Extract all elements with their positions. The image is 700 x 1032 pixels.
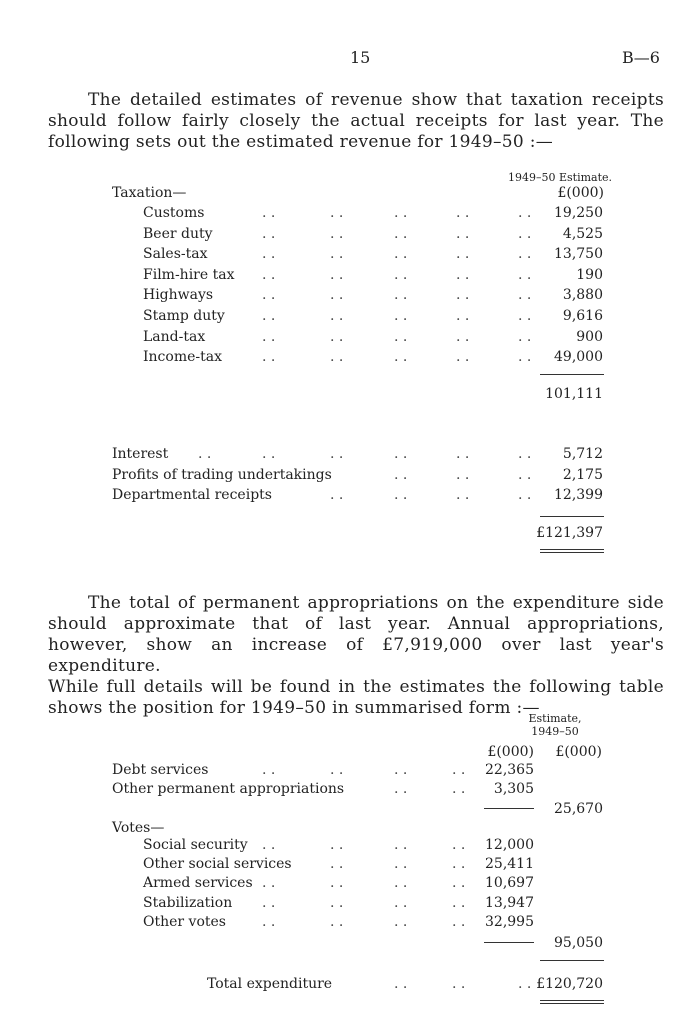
leader-dots: . . — [456, 466, 470, 483]
para1-line: should follow fairly closely the actual receipts for last year. The — [48, 111, 664, 131]
expenditure-column-header-2: 1949–50 — [531, 725, 579, 738]
taxation-row-label: Income-tax — [143, 349, 222, 366]
leader-dots: . . — [518, 246, 532, 263]
para2-line: shows the position for 1949–50 in summarised form :— — [48, 698, 540, 718]
leader-dots: . . — [198, 446, 212, 462]
grand-total-rule — [540, 516, 604, 517]
leader-dots: . . — [394, 349, 408, 366]
taxation-row-value: 9,616 — [562, 308, 603, 324]
leader-dots: . . — [394, 894, 408, 911]
leader-dots: . . — [330, 308, 344, 324]
total-expenditure-rule — [540, 960, 604, 961]
revenue-row-value: 5,712 — [562, 446, 603, 462]
leader-dots: . . — [330, 875, 344, 892]
leader-dots: . . — [518, 225, 532, 242]
revenue-row — [0, 466, 700, 484]
permanent-row-label: Other permanent appropriations — [112, 781, 345, 797]
leader-dots: . . — [394, 762, 408, 778]
leader-dots: . . — [518, 266, 532, 283]
taxation-row-label: Land-tax — [143, 328, 206, 345]
leader-dots: . . — [330, 266, 344, 283]
leader-dots: . . — [262, 205, 276, 221]
votes-row — [0, 913, 700, 931]
leader-dots: . . — [394, 781, 408, 797]
leader-dots: . . — [262, 225, 276, 242]
taxation-row-label: Film-hire tax — [143, 266, 235, 283]
votes-row-label: Stabilization — [143, 894, 233, 911]
leader-dots: . . — [394, 225, 408, 242]
leader-dots: . . — [394, 446, 408, 462]
revenue-column-header: 1949–50 Estimate. — [507, 171, 613, 184]
leader-dots: . . — [330, 856, 344, 873]
taxation-row — [0, 328, 700, 346]
leader-dots: . . — [518, 308, 532, 324]
taxation-row-label: Stamp duty — [143, 308, 225, 324]
para1-line: following sets out the estimated revenue for 1949–50 :— — [48, 132, 554, 152]
leader-dots: . . — [452, 894, 466, 911]
leader-dots: . . — [452, 913, 466, 930]
taxation-row-label: Customs — [143, 205, 205, 221]
leader-dots: . . — [330, 837, 344, 853]
taxation-total-row — [0, 385, 700, 403]
taxation-row-value: 900 — [576, 328, 603, 345]
leader-dots: . . — [518, 976, 532, 992]
taxation-heading: Taxation— — [112, 185, 187, 201]
grand-total-double-rule-2 — [540, 552, 604, 553]
page-number: 15 — [350, 48, 371, 67]
leader-dots: . . — [518, 205, 532, 221]
permanent-row — [0, 761, 700, 779]
votes-total-row-value: 95,050 — [554, 935, 603, 951]
leader-dots: . . — [262, 287, 276, 304]
leader-dots: . . — [452, 781, 466, 797]
para2-line: The total of permanent appropriations on the expenditure side — [88, 593, 664, 613]
taxation-row-value: 190 — [576, 266, 603, 283]
total-expenditure-row-value: £120,720 — [536, 976, 603, 992]
total-expenditure-row-label: Total expenditure — [207, 976, 333, 992]
leader-dots: . . — [262, 875, 276, 892]
revenue-row — [0, 445, 700, 463]
votes-row-value: 13,947 — [485, 894, 534, 911]
leader-dots: . . — [394, 205, 408, 221]
taxation-row-label: Highways — [143, 287, 214, 304]
leader-dots: . . — [262, 266, 276, 283]
leader-dots: . . — [262, 837, 276, 853]
leader-dots: . . — [262, 349, 276, 366]
para2-line: While full details will be found in the estimates the following table — [48, 677, 664, 697]
page-reference: B—6 — [622, 48, 660, 67]
taxation-total-row-value: 101,111 — [545, 386, 603, 402]
permanent-total-row — [0, 800, 700, 818]
leader-dots: . . — [330, 762, 344, 778]
taxation-row — [0, 245, 700, 263]
leader-dots: . . — [518, 287, 532, 304]
leader-dots: . . — [452, 762, 466, 778]
paragraph-revenue-intro — [48, 90, 664, 153]
para1-line: The detailed estimates of revenue show that taxation receipts — [88, 90, 664, 110]
leader-dots: . . — [394, 913, 408, 930]
leader-dots: . . — [330, 913, 344, 930]
revenue-grand-total-row-value: £121,397 — [536, 525, 603, 541]
total-double-rule-1 — [540, 1000, 604, 1001]
leader-dots: . . — [330, 246, 344, 263]
revenue-grand-total-row — [0, 524, 700, 542]
taxation-row-label: Sales-tax — [143, 246, 208, 263]
leader-dots: . . — [456, 246, 470, 263]
expenditure-column-header-1: Estimate, — [528, 712, 582, 725]
total-double-rule-2 — [540, 1003, 604, 1004]
taxation-row-value: 49,000 — [554, 349, 603, 366]
taxation-row — [0, 204, 700, 222]
votes-row-label: Armed services — [143, 875, 253, 892]
leader-dots: . . — [394, 976, 408, 992]
leader-dots: . . — [262, 308, 276, 324]
leader-dots: . . — [518, 487, 532, 503]
votes-row-value: 32,995 — [485, 913, 534, 930]
revenue-row — [0, 486, 700, 504]
permanent-row-value: 22,365 — [485, 762, 534, 778]
taxation-row-value: 19,250 — [554, 205, 603, 221]
leader-dots: . . — [518, 446, 532, 462]
leader-dots: . . — [394, 837, 408, 853]
revenue-row-value: 2,175 — [562, 466, 603, 483]
permanent-row — [0, 780, 700, 798]
leader-dots: . . — [262, 913, 276, 930]
leader-dots: . . — [330, 205, 344, 221]
leader-dots: . . — [394, 266, 408, 283]
votes-row — [0, 855, 700, 873]
permanent-row-label: Debt services — [112, 762, 209, 778]
taxation-row — [0, 307, 700, 325]
votes-row-label: Other votes — [143, 913, 226, 930]
permanent-total-row-value: 25,670 — [554, 801, 603, 817]
revenue-unit: £(000) — [557, 185, 604, 201]
leader-dots: . . — [452, 875, 466, 892]
leader-dots: . . — [394, 287, 408, 304]
expenditure-unit-2: £(000) — [555, 744, 602, 760]
taxation-row-label: Beer duty — [143, 225, 213, 242]
leader-dots: . . — [394, 308, 408, 324]
leader-dots: . . — [452, 976, 466, 992]
votes-row — [0, 894, 700, 912]
votes-heading-row-label: Votes— — [112, 820, 165, 836]
votes-row-value: 12,000 — [485, 837, 534, 853]
revenue-row-label: Interest — [112, 446, 169, 462]
revenue-row-label: Departmental receipts — [112, 487, 272, 503]
leader-dots: . . — [394, 246, 408, 263]
leader-dots: . . — [394, 487, 408, 503]
permanent-row-value: 3,305 — [493, 781, 534, 797]
votes-row-label: Other social services — [143, 856, 292, 873]
taxation-row — [0, 225, 700, 243]
taxation-total-rule — [540, 374, 604, 375]
total-expenditure-row — [0, 975, 700, 993]
votes-row-value: 25,411 — [485, 856, 534, 873]
votes-heading-row — [0, 819, 700, 837]
leader-dots: . . — [262, 894, 276, 911]
leader-dots: . . — [330, 894, 344, 911]
leader-dots: . . — [518, 328, 532, 345]
leader-dots: . . — [518, 466, 532, 483]
leader-dots: . . — [518, 349, 532, 366]
taxation-row — [0, 286, 700, 304]
leader-dots: . . — [262, 446, 276, 462]
leader-dots: . . — [330, 328, 344, 345]
para2-line: should approximate that of last year. Annual appropriations, — [48, 614, 664, 634]
revenue-row-value: 12,399 — [554, 487, 603, 503]
leader-dots: . . — [394, 875, 408, 892]
grand-total-double-rule-1 — [540, 549, 604, 550]
leader-dots: . . — [456, 205, 470, 221]
taxation-row-value: 3,880 — [562, 287, 603, 304]
leader-dots: . . — [330, 446, 344, 462]
votes-total-row — [0, 934, 700, 952]
leader-dots: . . — [456, 349, 470, 366]
leader-dots: . . — [394, 856, 408, 873]
leader-dots: . . — [394, 328, 408, 345]
leader-dots: . . — [456, 287, 470, 304]
votes-row — [0, 874, 700, 892]
leader-dots: . . — [330, 349, 344, 366]
leader-dots: . . — [262, 246, 276, 263]
votes-row-label: Social security — [143, 837, 248, 853]
leader-dots: . . — [456, 446, 470, 462]
revenue-row-label: Profits of trading undertakings — [112, 466, 332, 483]
taxation-heading-row — [0, 184, 700, 202]
votes-row-value: 10,697 — [485, 875, 534, 892]
taxation-row — [0, 348, 700, 366]
leader-dots: . . — [262, 762, 276, 778]
leader-dots: . . — [262, 328, 276, 345]
leader-dots: . . — [456, 328, 470, 345]
taxation-row-value: 13,750 — [554, 246, 603, 263]
taxation-row — [0, 266, 700, 284]
paragraph-expenditure-intro — [48, 593, 664, 719]
leader-dots: . . — [452, 856, 466, 873]
leader-dots: . . — [456, 225, 470, 242]
leader-dots: . . — [452, 837, 466, 853]
leader-dots: . . — [330, 487, 344, 503]
para2-line: however, show an increase of £7,919,000 over last year's expenditure. — [48, 635, 664, 676]
leader-dots: . . — [456, 487, 470, 503]
expenditure-unit-1: £(000) — [487, 744, 534, 760]
taxation-row-value: 4,525 — [562, 225, 603, 242]
leader-dots: . . — [330, 225, 344, 242]
leader-dots: . . — [394, 466, 408, 483]
votes-row — [0, 836, 700, 854]
leader-dots: . . — [456, 308, 470, 324]
leader-dots: . . — [456, 266, 470, 283]
leader-dots: . . — [330, 287, 344, 304]
